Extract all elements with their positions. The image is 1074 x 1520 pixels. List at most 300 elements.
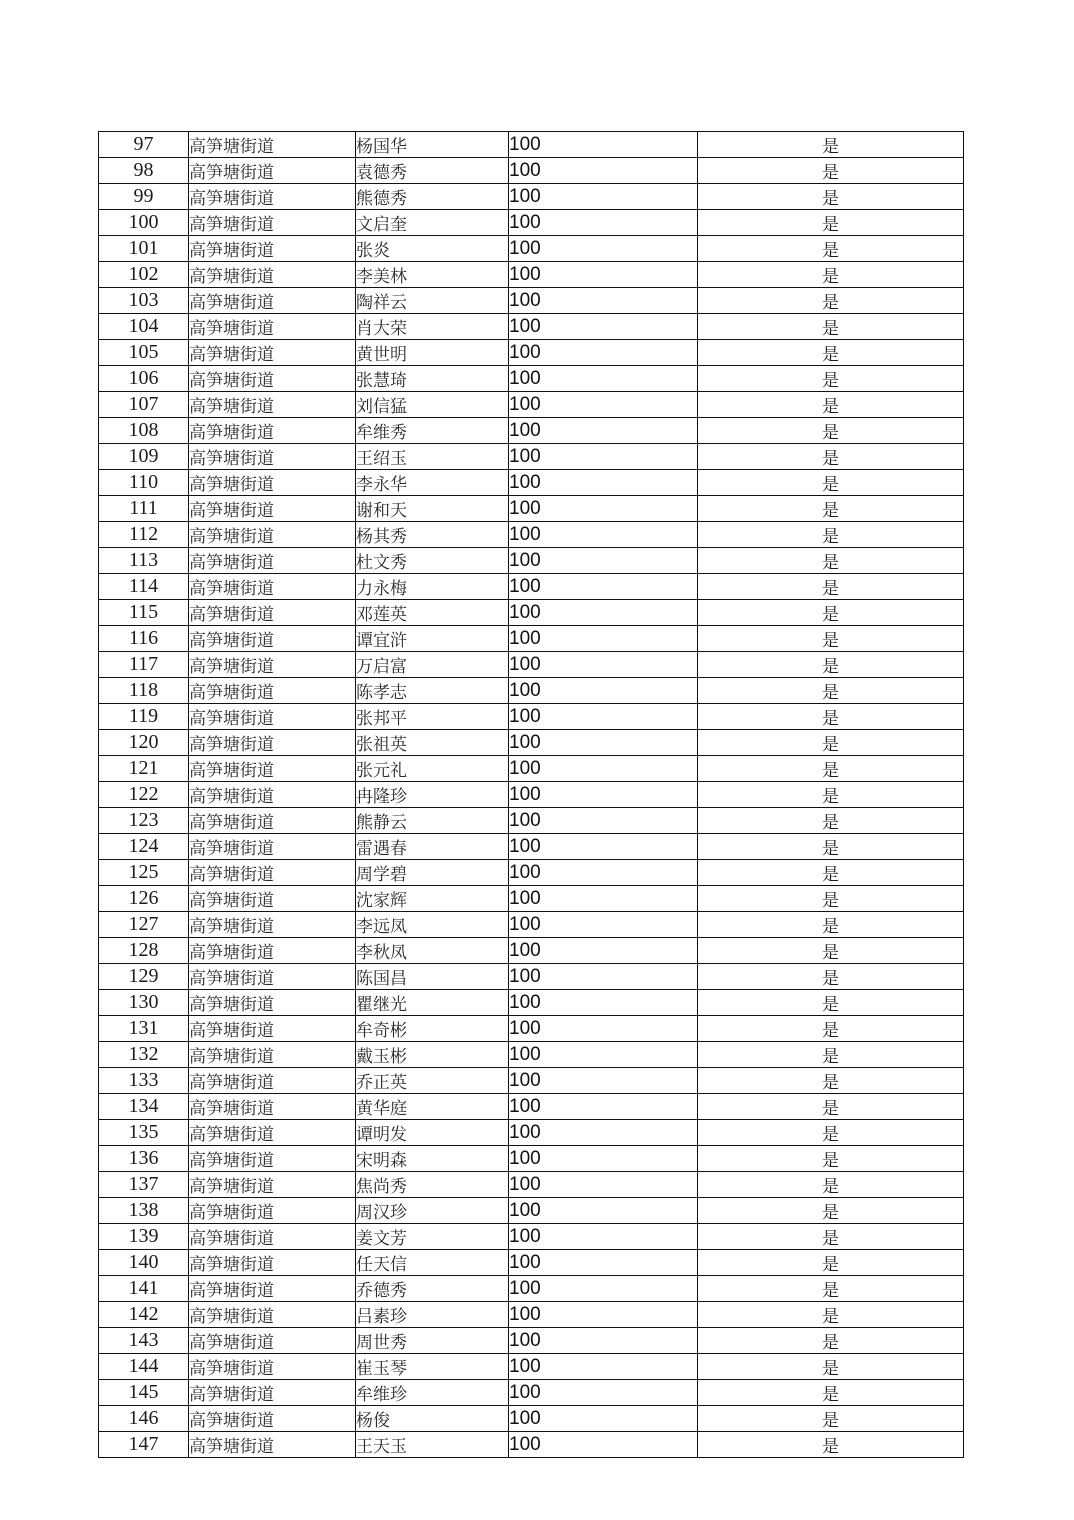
score-cell: 100 [509, 1354, 698, 1380]
row-number-cell: 98 [99, 158, 189, 184]
street-cell: 高笋塘街道 [189, 548, 356, 574]
confirmed-cell: 是 [698, 678, 964, 704]
confirmed-cell: 是 [698, 236, 964, 262]
street-cell: 高笋塘街道 [189, 1094, 356, 1120]
street-cell: 高笋塘街道 [189, 132, 356, 158]
street-cell: 高笋塘街道 [189, 1276, 356, 1302]
table-row [99, 522, 964, 548]
street-cell: 高笋塘街道 [189, 756, 356, 782]
table-row [99, 184, 964, 210]
confirmed-cell: 是 [698, 704, 964, 730]
street-cell: 高笋塘街道 [189, 1224, 356, 1250]
name-cell: 李远凤 [356, 912, 509, 938]
street-cell: 高笋塘街道 [189, 1432, 356, 1458]
score-cell: 100 [509, 1146, 698, 1172]
confirmed-cell: 是 [698, 1432, 964, 1458]
row-number-cell: 102 [99, 262, 189, 288]
name-cell: 周学碧 [356, 860, 509, 886]
table-row [99, 1042, 964, 1068]
confirmed-cell: 是 [698, 1146, 964, 1172]
confirmed-cell: 是 [698, 392, 964, 418]
street-cell: 高笋塘街道 [189, 574, 356, 600]
score-cell: 100 [509, 730, 698, 756]
confirmed-cell: 是 [698, 340, 964, 366]
score-cell: 100 [509, 678, 698, 704]
name-cell: 熊静云 [356, 808, 509, 834]
score-cell: 100 [509, 964, 698, 990]
name-cell: 张邦平 [356, 704, 509, 730]
street-cell: 高笋塘街道 [189, 1328, 356, 1354]
score-cell: 100 [509, 444, 698, 470]
confirmed-cell: 是 [698, 548, 964, 574]
street-cell: 高笋塘街道 [189, 600, 356, 626]
table-row [99, 548, 964, 574]
street-cell: 高笋塘街道 [189, 1406, 356, 1432]
confirmed-cell: 是 [698, 782, 964, 808]
score-cell: 100 [509, 158, 698, 184]
table-row [99, 340, 964, 366]
name-cell: 任天信 [356, 1250, 509, 1276]
name-cell: 姜文芳 [356, 1224, 509, 1250]
name-cell: 雷遇春 [356, 834, 509, 860]
row-number-cell: 144 [99, 1354, 189, 1380]
table-row [99, 1302, 964, 1328]
name-cell: 张元礼 [356, 756, 509, 782]
confirmed-cell: 是 [698, 366, 964, 392]
confirmed-cell: 是 [698, 1016, 964, 1042]
table-row [99, 1172, 964, 1198]
table-row [99, 626, 964, 652]
table-row [99, 1224, 964, 1250]
row-number-cell: 143 [99, 1328, 189, 1354]
name-cell: 黄世明 [356, 340, 509, 366]
score-cell: 100 [509, 1120, 698, 1146]
score-cell: 100 [509, 1250, 698, 1276]
confirmed-cell: 是 [698, 912, 964, 938]
row-number-cell: 141 [99, 1276, 189, 1302]
score-cell: 100 [509, 496, 698, 522]
table-row [99, 366, 964, 392]
street-cell: 高笋塘街道 [189, 444, 356, 470]
table-row [99, 470, 964, 496]
name-cell: 邓莲英 [356, 600, 509, 626]
table-row [99, 1250, 964, 1276]
name-cell: 袁德秀 [356, 158, 509, 184]
street-cell: 高笋塘街道 [189, 288, 356, 314]
score-cell: 100 [509, 470, 698, 496]
name-cell: 乔正英 [356, 1068, 509, 1094]
row-number-cell: 130 [99, 990, 189, 1016]
confirmed-cell: 是 [698, 808, 964, 834]
name-cell: 周汉珍 [356, 1198, 509, 1224]
name-cell: 杨俊 [356, 1406, 509, 1432]
row-number-cell: 138 [99, 1198, 189, 1224]
confirmed-cell: 是 [698, 1224, 964, 1250]
table-row [99, 1198, 964, 1224]
score-cell: 100 [509, 1224, 698, 1250]
table-row [99, 1276, 964, 1302]
name-cell: 张慧琦 [356, 366, 509, 392]
table-row [99, 652, 964, 678]
table-row [99, 1016, 964, 1042]
name-cell: 陶祥云 [356, 288, 509, 314]
row-number-cell: 103 [99, 288, 189, 314]
street-cell: 高笋塘街道 [189, 522, 356, 548]
score-cell: 100 [509, 548, 698, 574]
score-cell: 100 [509, 1016, 698, 1042]
name-cell: 杨国华 [356, 132, 509, 158]
confirmed-cell: 是 [698, 886, 964, 912]
name-cell: 张炎 [356, 236, 509, 262]
row-number-cell: 109 [99, 444, 189, 470]
table-row [99, 600, 964, 626]
table-row [99, 730, 964, 756]
table-row [99, 860, 964, 886]
street-cell: 高笋塘街道 [189, 626, 356, 652]
street-cell: 高笋塘街道 [189, 314, 356, 340]
confirmed-cell: 是 [698, 496, 964, 522]
score-cell: 100 [509, 600, 698, 626]
row-number-cell: 131 [99, 1016, 189, 1042]
row-number-cell: 121 [99, 756, 189, 782]
street-cell: 高笋塘街道 [189, 1042, 356, 1068]
score-cell: 100 [509, 782, 698, 808]
table-row [99, 756, 964, 782]
score-cell: 100 [509, 834, 698, 860]
table-row [99, 288, 964, 314]
row-number-cell: 101 [99, 236, 189, 262]
street-cell: 高笋塘街道 [189, 886, 356, 912]
score-cell: 100 [509, 314, 698, 340]
street-cell: 高笋塘街道 [189, 1354, 356, 1380]
row-number-cell: 124 [99, 834, 189, 860]
score-cell: 100 [509, 1302, 698, 1328]
street-cell: 高笋塘街道 [189, 392, 356, 418]
table-row [99, 808, 964, 834]
confirmed-cell: 是 [698, 262, 964, 288]
street-cell: 高笋塘街道 [189, 1172, 356, 1198]
score-cell: 100 [509, 262, 698, 288]
name-cell: 肖大荣 [356, 314, 509, 340]
confirmed-cell: 是 [698, 158, 964, 184]
row-number-cell: 113 [99, 548, 189, 574]
table-row [99, 704, 964, 730]
name-cell: 万启富 [356, 652, 509, 678]
row-number-cell: 114 [99, 574, 189, 600]
score-cell: 100 [509, 418, 698, 444]
row-number-cell: 136 [99, 1146, 189, 1172]
street-cell: 高笋塘街道 [189, 860, 356, 886]
score-cell: 100 [509, 990, 698, 1016]
street-cell: 高笋塘街道 [189, 184, 356, 210]
score-cell: 100 [509, 938, 698, 964]
row-number-cell: 115 [99, 600, 189, 626]
row-number-cell: 106 [99, 366, 189, 392]
street-cell: 高笋塘街道 [189, 210, 356, 236]
confirmed-cell: 是 [698, 1354, 964, 1380]
row-number-cell: 128 [99, 938, 189, 964]
score-cell: 100 [509, 1068, 698, 1094]
street-cell: 高笋塘街道 [189, 496, 356, 522]
row-number-cell: 140 [99, 1250, 189, 1276]
table-row [99, 782, 964, 808]
table-row [99, 1094, 964, 1120]
score-cell: 100 [509, 1432, 698, 1458]
name-cell: 文启奎 [356, 210, 509, 236]
name-cell: 熊德秀 [356, 184, 509, 210]
score-cell: 100 [509, 236, 698, 262]
score-cell: 100 [509, 1380, 698, 1406]
table-row [99, 1120, 964, 1146]
row-number-cell: 127 [99, 912, 189, 938]
name-cell: 冉隆珍 [356, 782, 509, 808]
confirmed-cell: 是 [698, 1250, 964, 1276]
name-cell: 焦尚秀 [356, 1172, 509, 1198]
score-cell: 100 [509, 652, 698, 678]
name-cell: 吕素珍 [356, 1302, 509, 1328]
score-cell: 100 [509, 1172, 698, 1198]
score-cell: 100 [509, 574, 698, 600]
table-row [99, 132, 964, 158]
row-number-cell: 104 [99, 314, 189, 340]
confirmed-cell: 是 [698, 1380, 964, 1406]
row-number-cell: 145 [99, 1380, 189, 1406]
confirmed-cell: 是 [698, 834, 964, 860]
confirmed-cell: 是 [698, 1172, 964, 1198]
table-row [99, 314, 964, 340]
name-cell: 谭明发 [356, 1120, 509, 1146]
name-cell: 乔德秀 [356, 1276, 509, 1302]
row-number-cell: 116 [99, 626, 189, 652]
table-row [99, 1380, 964, 1406]
table-row [99, 392, 964, 418]
confirmed-cell: 是 [698, 288, 964, 314]
row-number-cell: 129 [99, 964, 189, 990]
score-cell: 100 [509, 132, 698, 158]
street-cell: 高笋塘街道 [189, 1302, 356, 1328]
name-cell: 瞿继光 [356, 990, 509, 1016]
row-number-cell: 119 [99, 704, 189, 730]
row-number-cell: 112 [99, 522, 189, 548]
table-row [99, 990, 964, 1016]
row-number-cell: 146 [99, 1406, 189, 1432]
table-row [99, 236, 964, 262]
table-row [99, 210, 964, 236]
name-cell: 牟维秀 [356, 418, 509, 444]
score-cell: 100 [509, 1042, 698, 1068]
name-cell: 刘信猛 [356, 392, 509, 418]
table-row [99, 912, 964, 938]
confirmed-cell: 是 [698, 1406, 964, 1432]
confirmed-cell: 是 [698, 652, 964, 678]
row-number-cell: 99 [99, 184, 189, 210]
confirmed-cell: 是 [698, 1198, 964, 1224]
name-cell: 李美林 [356, 262, 509, 288]
confirmed-cell: 是 [698, 132, 964, 158]
name-cell: 戴玉彬 [356, 1042, 509, 1068]
table-row [99, 1354, 964, 1380]
name-cell: 李秋凤 [356, 938, 509, 964]
confirmed-cell: 是 [698, 210, 964, 236]
table-row [99, 1432, 964, 1458]
confirmed-cell: 是 [698, 860, 964, 886]
table-row [99, 418, 964, 444]
score-cell: 100 [509, 626, 698, 652]
street-cell: 高笋塘街道 [189, 1120, 356, 1146]
street-cell: 高笋塘街道 [189, 1380, 356, 1406]
street-cell: 高笋塘街道 [189, 912, 356, 938]
confirmed-cell: 是 [698, 1094, 964, 1120]
confirmed-cell: 是 [698, 418, 964, 444]
score-cell: 100 [509, 860, 698, 886]
confirmed-cell: 是 [698, 1042, 964, 1068]
street-cell: 高笋塘街道 [189, 1016, 356, 1042]
street-cell: 高笋塘街道 [189, 704, 356, 730]
score-cell: 100 [509, 1328, 698, 1354]
street-cell: 高笋塘街道 [189, 418, 356, 444]
score-cell: 100 [509, 522, 698, 548]
confirmed-cell: 是 [698, 1328, 964, 1354]
row-number-cell: 135 [99, 1120, 189, 1146]
name-cell: 谢和天 [356, 496, 509, 522]
name-cell: 周世秀 [356, 1328, 509, 1354]
name-cell: 沈家辉 [356, 886, 509, 912]
score-cell: 100 [509, 210, 698, 236]
name-cell: 宋明森 [356, 1146, 509, 1172]
name-cell: 牟奇彬 [356, 1016, 509, 1042]
street-cell: 高笋塘街道 [189, 782, 356, 808]
residents-table-body [99, 132, 964, 1458]
score-cell: 100 [509, 1094, 698, 1120]
street-cell: 高笋塘街道 [189, 236, 356, 262]
confirmed-cell: 是 [698, 964, 964, 990]
name-cell: 崔玉琴 [356, 1354, 509, 1380]
table-row [99, 574, 964, 600]
confirmed-cell: 是 [698, 444, 964, 470]
table-row [99, 262, 964, 288]
table-row [99, 1406, 964, 1432]
row-number-cell: 132 [99, 1042, 189, 1068]
score-cell: 100 [509, 808, 698, 834]
score-cell: 100 [509, 886, 698, 912]
score-cell: 100 [509, 1198, 698, 1224]
table-row [99, 964, 964, 990]
residents-table [98, 131, 964, 1458]
row-number-cell: 142 [99, 1302, 189, 1328]
score-cell: 100 [509, 912, 698, 938]
score-cell: 100 [509, 184, 698, 210]
street-cell: 高笋塘街道 [189, 730, 356, 756]
confirmed-cell: 是 [698, 990, 964, 1016]
row-number-cell: 147 [99, 1432, 189, 1458]
score-cell: 100 [509, 288, 698, 314]
table-row [99, 496, 964, 522]
row-number-cell: 123 [99, 808, 189, 834]
row-number-cell: 110 [99, 470, 189, 496]
row-number-cell: 139 [99, 1224, 189, 1250]
name-cell: 李永华 [356, 470, 509, 496]
street-cell: 高笋塘街道 [189, 1250, 356, 1276]
confirmed-cell: 是 [698, 1120, 964, 1146]
street-cell: 高笋塘街道 [189, 262, 356, 288]
table-row [99, 678, 964, 704]
row-number-cell: 108 [99, 418, 189, 444]
name-cell: 陈孝志 [356, 678, 509, 704]
street-cell: 高笋塘街道 [189, 340, 356, 366]
confirmed-cell: 是 [698, 574, 964, 600]
score-cell: 100 [509, 392, 698, 418]
confirmed-cell: 是 [698, 1302, 964, 1328]
row-number-cell: 105 [99, 340, 189, 366]
confirmed-cell: 是 [698, 470, 964, 496]
table-row [99, 1068, 964, 1094]
name-cell: 黄华庭 [356, 1094, 509, 1120]
row-number-cell: 97 [99, 132, 189, 158]
confirmed-cell: 是 [698, 314, 964, 340]
name-cell: 王天玉 [356, 1432, 509, 1458]
confirmed-cell: 是 [698, 522, 964, 548]
score-cell: 100 [509, 1406, 698, 1432]
row-number-cell: 118 [99, 678, 189, 704]
row-number-cell: 100 [99, 210, 189, 236]
score-cell: 100 [509, 366, 698, 392]
row-number-cell: 126 [99, 886, 189, 912]
table-row [99, 1146, 964, 1172]
row-number-cell: 125 [99, 860, 189, 886]
street-cell: 高笋塘街道 [189, 938, 356, 964]
street-cell: 高笋塘街道 [189, 964, 356, 990]
score-cell: 100 [509, 1276, 698, 1302]
name-cell: 谭宜浒 [356, 626, 509, 652]
confirmed-cell: 是 [698, 626, 964, 652]
row-number-cell: 122 [99, 782, 189, 808]
score-cell: 100 [509, 756, 698, 782]
name-cell: 张祖英 [356, 730, 509, 756]
confirmed-cell: 是 [698, 756, 964, 782]
confirmed-cell: 是 [698, 730, 964, 756]
confirmed-cell: 是 [698, 184, 964, 210]
table-row [99, 938, 964, 964]
table-row [99, 444, 964, 470]
name-cell: 牟维珍 [356, 1380, 509, 1406]
confirmed-cell: 是 [698, 938, 964, 964]
confirmed-cell: 是 [698, 600, 964, 626]
street-cell: 高笋塘街道 [189, 158, 356, 184]
name-cell: 王绍玉 [356, 444, 509, 470]
street-cell: 高笋塘街道 [189, 652, 356, 678]
table-row [99, 158, 964, 184]
table-row [99, 834, 964, 860]
name-cell: 陈国昌 [356, 964, 509, 990]
row-number-cell: 133 [99, 1068, 189, 1094]
score-cell: 100 [509, 340, 698, 366]
table-row [99, 886, 964, 912]
row-number-cell: 111 [99, 496, 189, 522]
name-cell: 杜文秀 [356, 548, 509, 574]
street-cell: 高笋塘街道 [189, 470, 356, 496]
street-cell: 高笋塘街道 [189, 1068, 356, 1094]
confirmed-cell: 是 [698, 1068, 964, 1094]
row-number-cell: 117 [99, 652, 189, 678]
street-cell: 高笋塘街道 [189, 834, 356, 860]
table-row [99, 1328, 964, 1354]
street-cell: 高笋塘街道 [189, 808, 356, 834]
score-cell: 100 [509, 704, 698, 730]
row-number-cell: 107 [99, 392, 189, 418]
street-cell: 高笋塘街道 [189, 678, 356, 704]
street-cell: 高笋塘街道 [189, 990, 356, 1016]
name-cell: 力永梅 [356, 574, 509, 600]
